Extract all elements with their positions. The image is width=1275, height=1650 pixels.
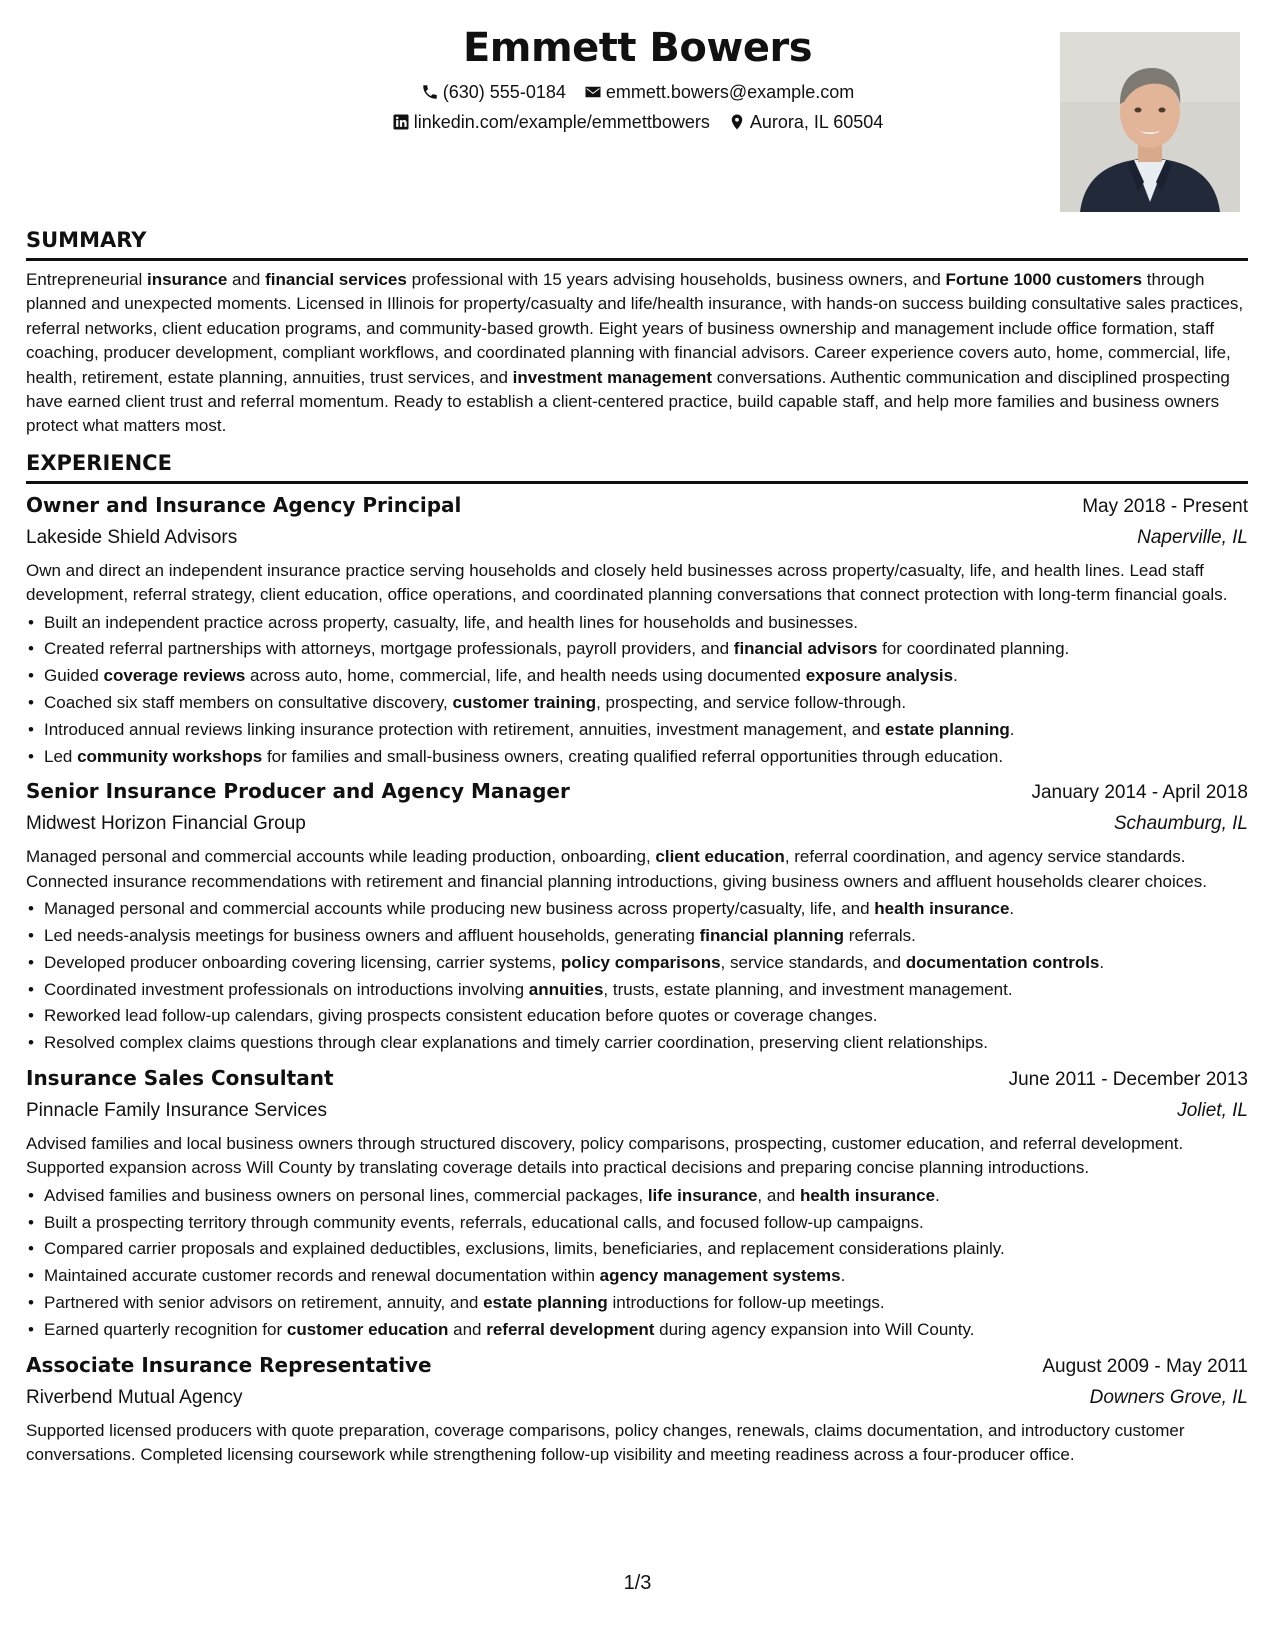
job-bullets [26, 610, 1248, 771]
job-title: Insurance Sales Consultant [26, 1066, 334, 1091]
page-number: 1/3 [623, 1572, 652, 1594]
bullet-item: • Developed producer onboarding covering licensing, carrier systems, policy comparisons, service standards, and documentation controls. [26, 950, 1248, 977]
linkedin-contact[interactable] [392, 110, 710, 134]
bullet-item: • Reworked lead follow-up calendars, giving prospects consistent education before quotes or coverage changes. [26, 1003, 1248, 1030]
job-title: Owner and Insurance Agency Principal [26, 492, 462, 517]
bullet-item: • Guided coverage reviews across auto, home, commercial, life, and health needs using documented exposure analysis. [26, 663, 1248, 690]
location-text: Aurora, IL 60504 [749, 112, 884, 132]
job-header [26, 1350, 1248, 1382]
bullet-item: • Led community workshops for families and small-business owners, creating qualified referral opportunities through education. [26, 744, 1248, 771]
job-subheader [26, 809, 1248, 839]
job-subheader [26, 1096, 1248, 1126]
phone-text: (630) 555-0184 [442, 82, 566, 102]
job-description: Own and direct an independent insurance practice serving households and closely held businesses across property/casualty, life, and health lines. Lead staff development, referral strategy, client education, office operations, and coordinated planning conversations that connect protection with long-term financial goals. [26, 560, 1228, 605]
linkedin-icon [392, 113, 410, 131]
envelope-icon [584, 83, 602, 101]
bullet-item: • Earned quarterly recognition for customer education and referral development during agency expansion into Will County. [26, 1317, 1248, 1344]
job-location: Joliet, IL [1177, 1100, 1248, 1122]
job-dates: January 2014 - April 2018 [1031, 782, 1248, 804]
job-entry [26, 490, 1248, 771]
company-name: Lakeside Shield Advisors [26, 526, 238, 548]
job-entry [26, 1350, 1248, 1468]
job-description: Advised families and local business owners through structured discovery, policy comparisons, prospecting, customer education, and referral development. Supported expansion across Will County by translating coverage details into practical decisions and preparing concise planning introductions. [26, 1134, 1184, 1178]
resume-body [26, 226, 1248, 1467]
job-entry [26, 776, 1248, 1057]
phone-icon [421, 83, 439, 101]
bullet-item: • Compared carrier proposals and explained deductibles, exclusions, limits, beneficiaries, and replacement considerations plainly. [26, 1236, 1248, 1263]
bullet-item: • Coached six staff members on consultative discovery, customer training, prospecting, and service follow-through. [26, 690, 1248, 717]
bullet-item: • Created referral partnerships with attorneys, mortgage professionals, payroll providers, and financial advisors for coordinated planning. [26, 636, 1248, 663]
bullet-item: • Managed personal and commercial accounts while producing new business across property/casualty, life, and health insurance. [26, 896, 1248, 923]
email-link[interactable]: emmett.bowers@example.com [605, 82, 855, 102]
job-dates: August 2009 - May 2011 [1042, 1355, 1248, 1377]
email-contact[interactable] [584, 80, 854, 104]
job-description: Supported licensed producers with quote preparation, coverage comparisons, policy changes, renewals, claims documentation, and introductory customer conversations. Completed licensing coursework while strengthening follow-up visibility and meeting readiness across a four-producer office. [26, 1420, 1185, 1465]
experience-heading: EXPERIENCE [26, 449, 1248, 484]
bullet-item: • Built an independent practice across property, casualty, life, and health lines for households and businesses. [26, 610, 1248, 637]
phone-contact [421, 80, 566, 104]
location-contact [728, 110, 883, 134]
company-name: Riverbend Mutual Agency [26, 1386, 243, 1408]
job-dates: May 2018 - Present [1082, 495, 1248, 517]
job-location: Naperville, IL [1137, 526, 1248, 548]
bullet-item: • Led needs-analysis meetings for business owners and affluent households, generating financial planning referrals. [26, 923, 1248, 950]
job-bullets [26, 896, 1248, 1057]
job-dates: June 2011 - December 2013 [1008, 1069, 1248, 1091]
bullet-item: • Coordinated investment professionals on introductions involving annuities, trusts, estate planning, and investment management. [26, 977, 1248, 1004]
company-name: Midwest Horizon Financial Group [26, 813, 306, 835]
job-location: Schaumburg, IL [1113, 813, 1248, 835]
bullet-item: • Introduced annual reviews linking insurance protection with retirement, annuities, investment management, and estate planning. [26, 717, 1248, 744]
bullet-item: • Advised families and business owners on personal lines, commercial packages, life insurance, and health insurance. [26, 1183, 1248, 1210]
experience-list [26, 490, 1248, 1468]
job-header [26, 776, 1248, 808]
bullet-item: • Resolved complex claims questions through clear explanations and timely carrier coordination, preserving client relationships. [26, 1030, 1248, 1057]
candidate-name: Emmett Bowers [462, 25, 813, 71]
job-header [26, 1063, 1248, 1095]
bullet-item: • Built a prospecting territory through community events, referrals, educational calls, and focused follow-up campaigns. [26, 1210, 1248, 1237]
job-subheader [26, 523, 1248, 553]
bullet-item: • Partnered with senior advisors on retirement, annuity, and estate planning introductions for follow-up meetings. [26, 1290, 1248, 1317]
job-entry [26, 1063, 1248, 1344]
job-bullets [26, 1183, 1248, 1344]
map-pin-icon [728, 113, 746, 131]
job-location: Downers Grove, IL [1089, 1386, 1248, 1408]
company-name: Pinnacle Family Insurance Services [26, 1100, 327, 1122]
profile-photo [1060, 32, 1240, 212]
job-header [26, 490, 1248, 522]
summary-text: Entrepreneurial insurance and financial services professional with 15 years advising households, business owners, and Fortune 1000 customers through planned and unexpected moments. Licensed in Illinois for property/casualty and life/health insurance, with hands-on success building consultative sales practices, referral networks, client education programs, and community-based growth. Eight years of business ownership and management include office formation, staff coaching, producer development, compliant workflows, and coordinated planning with financial advisors. Career experience covers auto, home, commercial, life, health, retirement, estate planning, annuities, trust services, and investment management conversations. Authentic communication and disciplined prospecting have earned client trust and referral momentum. Ready to establish a client-centered practice, build capable staff, and help more families and business owners protect what matters most. [26, 270, 1244, 436]
job-title: Associate Insurance Representative [26, 1352, 432, 1377]
bullet-item: • Maintained accurate customer records and renewal documentation within agency management systems. [26, 1263, 1248, 1290]
linkedin-link[interactable]: linkedin.com/example/emmettbowers [413, 112, 710, 132]
job-subheader [26, 1383, 1248, 1413]
job-title: Senior Insurance Producer and Agency Manager [26, 779, 570, 804]
summary-heading: SUMMARY [26, 226, 1248, 261]
job-description: Managed personal and commercial accounts while leading production, onboarding, client education, referral coordination, and agency service standards. Connected insurance recommendations with retirement and financial planning introductions, giving business owners and affluent households clearer choices. [26, 847, 1207, 891]
